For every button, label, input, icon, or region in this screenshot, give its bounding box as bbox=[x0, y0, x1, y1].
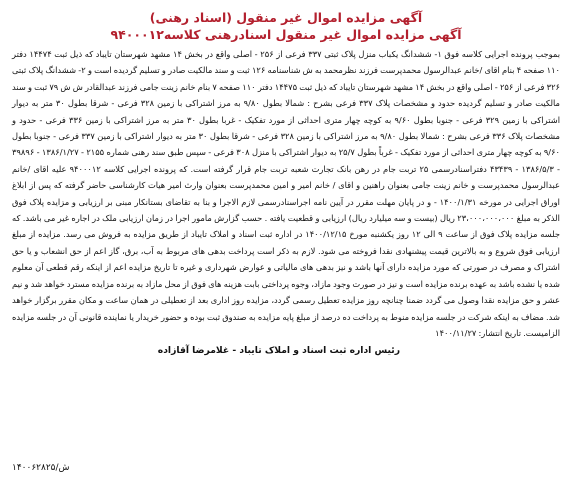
notice-body: بموجب پرونده اجرایی کلاسه فوق ۱- ششدانگ یکباب منزل پلاک ثبتی ۳۳۷ فرعی از ۲۵۶ - اصلی واقع در بخش ۱۴ مشهد شهرستان تایباد که ذیل ثبت ۱۴۴۷۴ دفتر ۱۱۰ صفحه ۴ بنام اقای /خانم عبدالرسول محمدپرست فرزند نظرمحمد به ش شناسنامه ۱۲۶ ثبت و سند مالکیت صادر و تسلیم گردیده است و ۲- ششدانگ پلاک ثبتی ۳۲۶ فرعی از ۲۵۶ - اصلی واقع در بخش ۱۴ مشهد شهرستان تایباد که ذیل ثبت ۱۴۴۷۵ دفتر ۱۱۰ صفحه ۷ بنام خانم زینت جامی فرزند عبدالقادر ش ش ۷۹ ثبت و سند مالکیت صادر و تسلیم گردیده حدود و مشخصات پلاک ۳۳۷ فرعی بشرح : شمالا بطول ۹/۸۰ به مرز اشتراکی با زمین ۳۲۸ فرعی - شرقا بطول ۳۰ متر به دیوار اشتراکی با زمین ۳۲۹ فرعی - جنوبا بطول ۹/۶۰ به کوچه چهار متری احداثی از مورد تفکیک - غربا بطول ۳۰ متر به مرز اشتراکی با زمین ۳۳۶ فرعی - حدود و مشخصات پلاک ۳۳۶ فرعی بشرح : شمالا بطول ۹/۸۰ به مرز اشتراکی با زمین ۳۲۸ فرعی - شرقا بطول ۳۰ متر به دیوار اشتراکی با زمین ۳۳۷ فرعی - جنوبا بطول ۹/۶۰ به کوچه چهار متری احداثی از مورد تفکیک - غرباً بطول ۲۵/۷ به دیوار اشتراکی با منزل ۳۰۸ فرعی - سپس طبق سند رهنی شماره ۲۱۵۵ - ۱۳۸۶/۱/۲۷ - ۳۹۸۹۶ - ۱۳۸۶/۵/۳ - ۴۳۴۳۹ دفتراسنادرسمی ۲۵ تربت جام در رهن بانک تجارت شعبه تربت جام قرار گرفته است. که پرونده اجرایی کلاسه ۹۴۰۰۰۱۲ علیه اقای /خانم عبدالرسول محمدپرست و خانم زینت جامی بعنوان راهنین و اقای / خانم امیر و امین محمدپرست بعنوان وارث امیر هیات کارشناسی حاضر گرفته که پس از ابلاغ اوراق اجرایی در مورخه ۱۴۰۰/۱/۳۱ - و در پایان مهلت مقرر در آیین نامه اجراسنادرسمی لازم الاجرا و بنا به تقاضای بستانکار مبنی بر ارزیابی و مزایده پلاک فوق الذکر به مبلغ ۲۳،۰۰۰،۰۰۰،۰۰۰ ریال (بیست و سه میلیارد ریال) ارزیابی و قطعیت یافته . حسب گزارش مامور اجرا در زمان ارزیابی ملک در اجاره غیر می باشد. که جلسه مزایده پلاک فوق از ساعت ۹ الی ۱۲ روز یکشنبه مورخ ۱۴۰۰/۱۲/۱۵ در اداره ثبت اسناد و املاک تایباد از طریق مزایده به فروش می رسد. مزایده از مبلغ ارزیابی فوق شروع و به بالاترین قیمت پیشنهادی نقدا فروخته می شود. لازم به ذکر است پرداخت بدهی های مربوط به آب، برق، گاز اعم از حق انشعاب و یا حق اشتراک و مصرف در صورتی که مورد مزایده دارای آنها باشد و نیز بدهی های مالیاتی و عوارض شهرداری و غیره تا تاریخ مزایده اعم از اینکه رقم قطعی آن معلوم شده یا نشده باشد به عهده برنده مزایده است و نیز در صورت وجود مازاد، وجوه پرداختی بابت هزینه های فوق از محل مازاد به برنده مزایده مسترد خواهد شد و نیم عشر و حق مزایده نقدا وصول می گردد ضمنا چنانچه روز مزایده تعطیل رسمی گردد، مزایده روز اداری بعد از تعطیلی در همان ساعت و مکان مقرر برگزار خواهد شد. مضاف به اینکه شرکت در جلسه مزایده منوط به پرداخت ده درصد از مبلغ پایه مزایده به صندوق ثبت بوده و حضور خریدار یا نماینده قانونی آن در جلسه مزایده الزامیست. تاریخ انتشار: ۱۴۰۰/۱۱/۲۷ bbox=[12, 49, 561, 338]
notice-subtitle: آگهی مزایده اموال غیر منقول اسنادرهنی کلاسه۹۴۰۰۰۱۲ bbox=[110, 27, 462, 42]
notice-title: آگهی مزایده اموال غیر منقول (اسناد رهنی) bbox=[149, 10, 423, 25]
notice-signature: رئیس اداره ثبت اسناد و املاک تایباد - غلامرضا آقازاده bbox=[157, 345, 400, 357]
notice-code: ۱۴۰۰۶۲۸۲۵/ش bbox=[12, 463, 70, 473]
